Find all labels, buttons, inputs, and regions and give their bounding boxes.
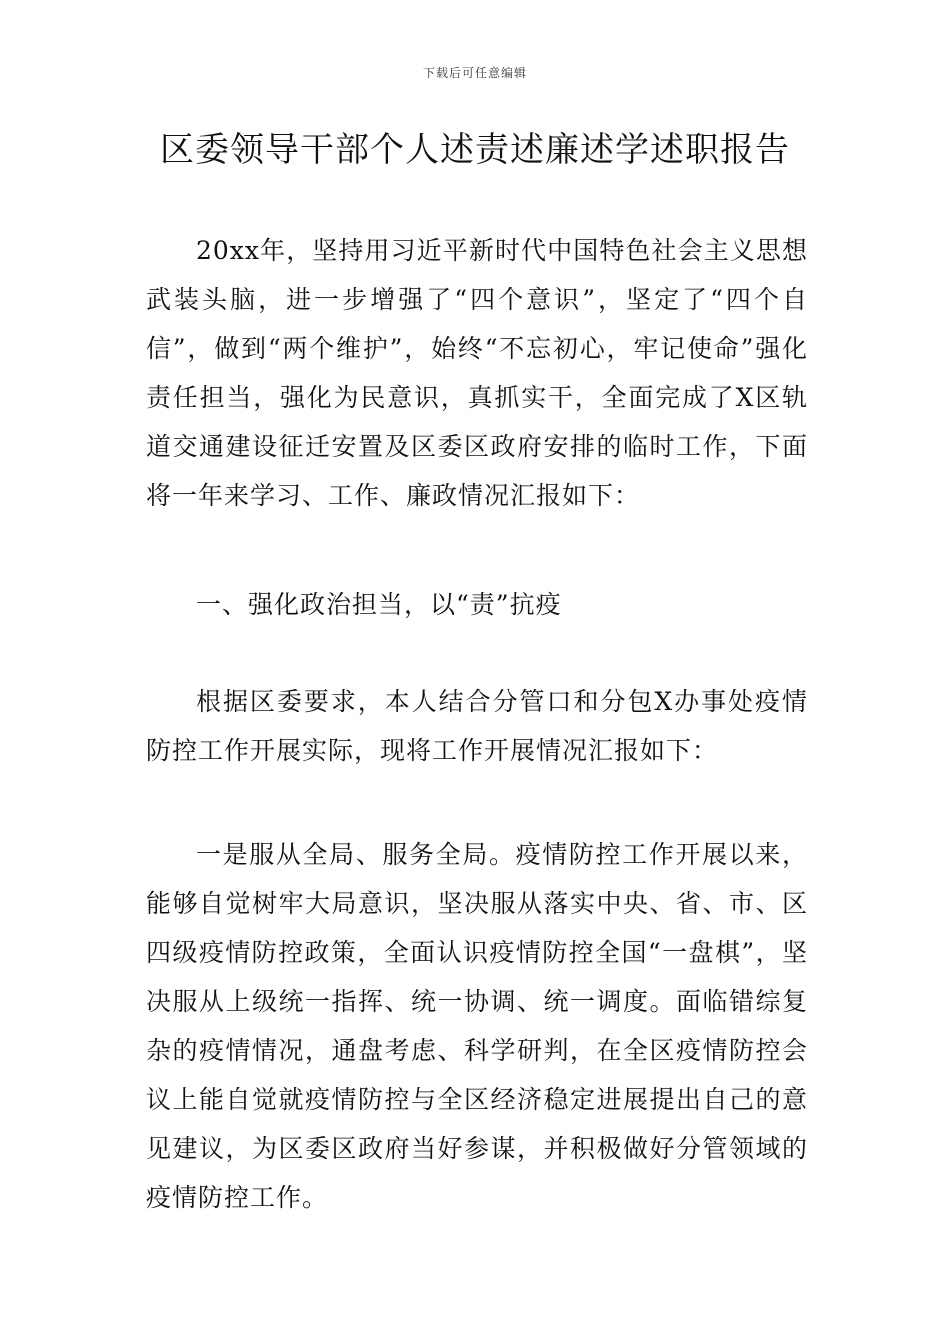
paragraph-spacer — [146, 629, 808, 677]
paragraph-spacer — [146, 775, 808, 830]
paragraph-section-1-intro: 根据区委要求，本人结合分管口和分包X办事处疫情防控工作开展实际，现将工作开展情况汇报如下： — [146, 687, 808, 765]
document-body — [146, 226, 808, 1222]
paragraph-spacer — [146, 520, 808, 580]
paragraph-point-1: 一是服从全局、服务全局。疫情防控工作开展以来，能够自觉树牢大局意识，坚决服从落实中央、省、市、区四级疫情防控政策，全面认识疫情防控全国“一盘棋”，坚决服从上级统一指挥、统一协调、统一调度。面临错综复杂的疫情情况，通盘考虑、科学研判，在全区疫情防控会议上能自觉就疫情防控与全区经济稳定进展提出自己的意见建议，为区委区政府当好参谋，并积极做好分管领域的疫情防控工作。 — [146, 840, 808, 1212]
paragraph-intro: 20xx年，坚持用习近平新时代中国特色社会主义思想武装头脑，进一步增强了“四个意识”，坚定了“四个自信”，做到“两个维护”，始终“不忘初心，牢记使命”强化责任担当，强化为民意识，真抓实干，全面完成了X区轨道交通建设征迁安置及区委区政府安排的临时工作，下面将一年来学习、工作、廉政情况汇报如下： — [146, 236, 808, 510]
page-header-note: 下载后可任意编辑 — [422, 66, 527, 80]
section-heading-1: 一、强化政治担当，以“责”抗疫 — [196, 590, 562, 619]
document-title: 区委领导干部个人述责述廉述学述职报告 — [160, 130, 790, 170]
